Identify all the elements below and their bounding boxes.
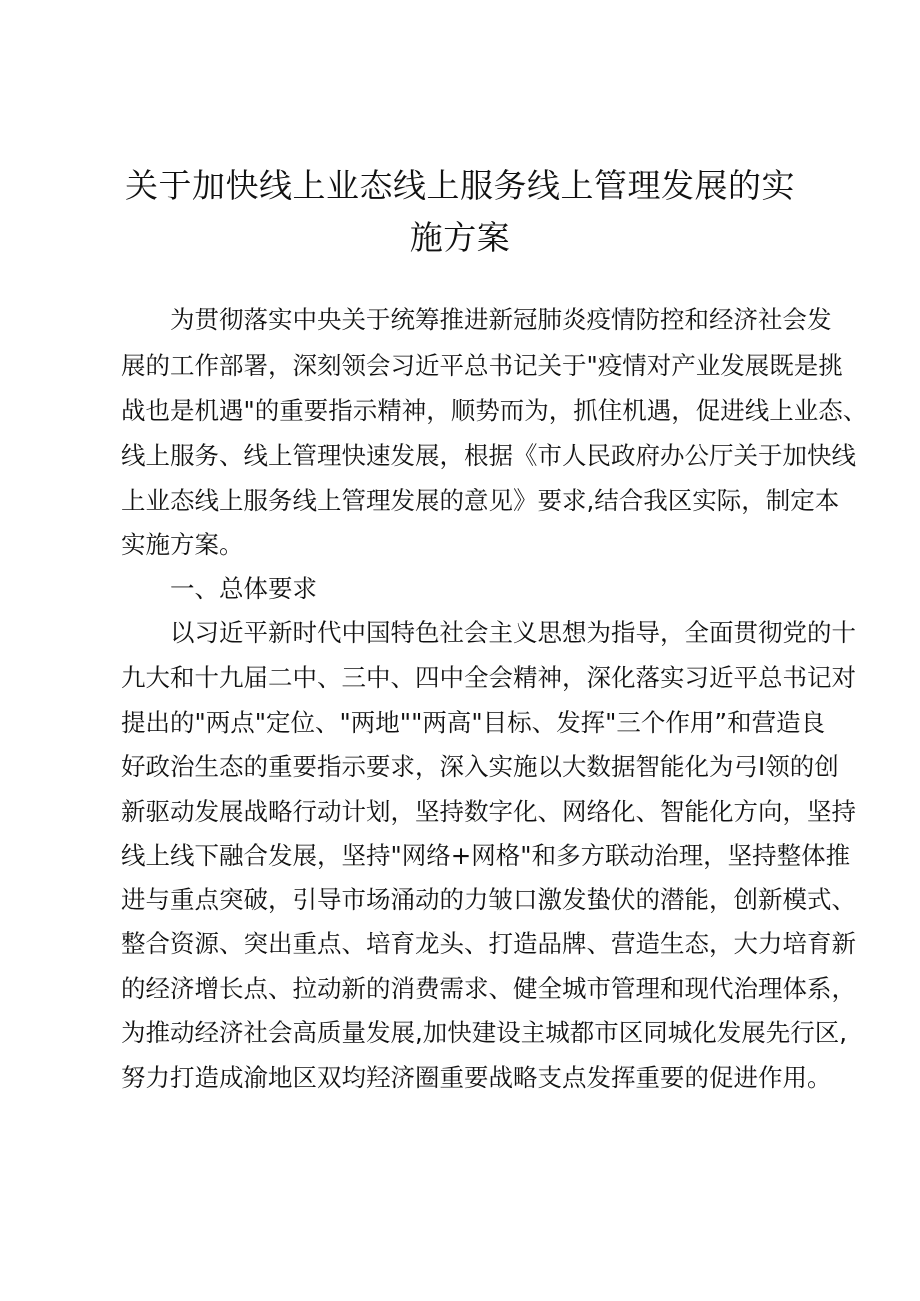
section-paragraph-line: 以习近平新时代中国特色社会主义思想为指导，全面贯彻党的十 bbox=[170, 618, 856, 647]
section-heading: 一、总体要求 bbox=[170, 574, 317, 603]
intro-paragraph-line: 实施方案。 bbox=[121, 530, 244, 559]
section-paragraph-line: 新驱动发展战略行动计划，坚持数字化、网络化、智能化方向，坚持 bbox=[121, 797, 856, 826]
section-paragraph-line: 整合资源、突出重点、培育龙头、打造品牌、营造生态，大力培育新 bbox=[121, 929, 856, 958]
section-paragraph-line: 进与重点突破，引导市场涌动的力皱口激发蛰伏的潜能，创新模式、 bbox=[121, 885, 856, 914]
intro-paragraph-line: 为贯彻落实中央关于统筹推进新冠肺炎疫情防控和经济社会发 bbox=[170, 305, 832, 334]
section-paragraph-line: 线上线下融合发展，坚持"网络+网格"和多方联动治理，坚持整体推 bbox=[121, 841, 851, 870]
intro-paragraph-line: 上业态线上服务线上管理发展的意见》要求,结合我区实际，制定本 bbox=[121, 486, 840, 515]
section-paragraph-line: 九大和十九届二中、三中、四中全会精神，深化落实习近平总书记对 bbox=[121, 663, 856, 692]
section-paragraph-line: 提出的"两点"定位、"两地""两高"目标、发挥"三个作用”和营造良 bbox=[121, 708, 826, 737]
section-paragraph-line: 的经济增长点、拉动新的消费需求、健全城市管理和现代治理体系， bbox=[121, 974, 856, 1003]
section-paragraph-line: 努力打造成渝地区双均羟济圈重要战略支点发挥重要的促进作用。 bbox=[121, 1063, 832, 1092]
intro-paragraph-line: 线上服务、线上管理快速发展，根据《市人民政府办公厅关于加快线 bbox=[121, 441, 856, 470]
section-paragraph-line: 为推动经济社会高质量发展,加快建设主城都市区同城化发展先行区, bbox=[121, 1018, 848, 1047]
section-paragraph-line: 好政治生态的重要指示要求，深入实施以大数据智能化为弓I领的创 bbox=[121, 752, 839, 781]
intro-paragraph-line: 展的工作部署，深刻领会习近平总书记关于"疫情对产业发展既是挑 bbox=[121, 351, 843, 380]
document-title-line-1: 关于加快线上业态线上服务线上管理发展的实 bbox=[125, 166, 795, 205]
document-title-line-2: 施方案 bbox=[409, 218, 511, 257]
intro-paragraph-line: 战也是机遇"的重要指示精神，顺势而为，抓住机遇，促进线上业态、 bbox=[121, 396, 868, 425]
